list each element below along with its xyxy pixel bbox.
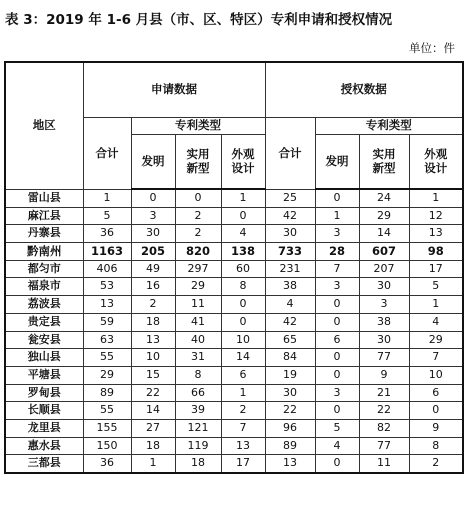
header-apply-type: 专利类型 — [131, 118, 265, 135]
value-cell: 121 — [175, 419, 221, 437]
patent-table — [4, 61, 464, 474]
value-cell: 16 — [131, 278, 175, 296]
value-cell: 11 — [175, 296, 221, 314]
value-cell: 96 — [265, 419, 315, 437]
value-cell: 14 — [221, 349, 265, 367]
value-cell: 2 — [175, 207, 221, 225]
value-cell: 1 — [131, 455, 175, 473]
value-cell: 82 — [359, 419, 409, 437]
table-row — [5, 402, 463, 420]
header-apply-invention: 发明 — [131, 135, 175, 190]
value-cell: 205 — [131, 243, 175, 261]
value-cell: 12 — [409, 207, 463, 225]
value-cell: 36 — [83, 455, 131, 473]
value-cell: 29 — [409, 331, 463, 349]
value-cell: 18 — [131, 437, 175, 455]
table-row — [5, 419, 463, 437]
value-cell: 1 — [315, 207, 359, 225]
value-cell: 53 — [83, 278, 131, 296]
table-row — [5, 207, 463, 225]
value-cell: 18 — [175, 455, 221, 473]
table-row — [5, 366, 463, 384]
value-cell: 17 — [409, 260, 463, 278]
region-cell: 黔南州 — [5, 243, 83, 261]
header-grant: 授权数据 — [265, 62, 463, 118]
region-cell: 荔波县 — [5, 296, 83, 314]
value-cell: 138 — [221, 243, 265, 261]
value-cell: 77 — [359, 437, 409, 455]
header-apply: 申请数据 — [83, 62, 265, 118]
value-cell: 1 — [409, 189, 463, 207]
region-cell: 长顺县 — [5, 402, 83, 420]
value-cell: 4 — [409, 313, 463, 331]
value-cell: 0 — [221, 296, 265, 314]
table-row — [5, 313, 463, 331]
value-cell: 98 — [409, 243, 463, 261]
value-cell: 10 — [221, 331, 265, 349]
value-cell: 49 — [131, 260, 175, 278]
value-cell: 21 — [359, 384, 409, 402]
value-cell: 8 — [409, 437, 463, 455]
value-cell: 13 — [131, 331, 175, 349]
value-cell: 2 — [175, 225, 221, 243]
value-cell: 17 — [221, 455, 265, 473]
value-cell: 38 — [359, 313, 409, 331]
value-cell: 38 — [265, 278, 315, 296]
header-grant-invention: 发明 — [315, 135, 359, 190]
value-cell: 15 — [131, 366, 175, 384]
value-cell: 30 — [359, 331, 409, 349]
value-cell: 0 — [175, 189, 221, 207]
unit-label: 单位：件 — [409, 41, 455, 55]
region-cell: 贵定县 — [5, 313, 83, 331]
value-cell: 0 — [221, 313, 265, 331]
value-cell: 60 — [221, 260, 265, 278]
table-row — [5, 296, 463, 314]
value-cell: 150 — [83, 437, 131, 455]
table-row — [5, 278, 463, 296]
value-cell: 3 — [315, 225, 359, 243]
value-cell: 7 — [221, 419, 265, 437]
value-cell: 820 — [175, 243, 221, 261]
value-cell: 66 — [175, 384, 221, 402]
value-cell: 0 — [315, 455, 359, 473]
value-cell: 39 — [175, 402, 221, 420]
value-cell: 77 — [359, 349, 409, 367]
value-cell: 25 — [265, 189, 315, 207]
value-cell: 5 — [315, 419, 359, 437]
value-cell: 0 — [409, 402, 463, 420]
value-cell: 6 — [315, 331, 359, 349]
value-cell: 0 — [315, 296, 359, 314]
value-cell: 3 — [315, 384, 359, 402]
table-row — [5, 349, 463, 367]
value-cell: 7 — [409, 349, 463, 367]
value-cell: 1 — [83, 189, 131, 207]
value-cell: 42 — [265, 313, 315, 331]
value-cell: 41 — [175, 313, 221, 331]
value-cell: 207 — [359, 260, 409, 278]
value-cell: 30 — [131, 225, 175, 243]
value-cell: 36 — [83, 225, 131, 243]
value-cell: 4 — [265, 296, 315, 314]
region-cell: 三都县 — [5, 455, 83, 473]
region-cell: 罗甸县 — [5, 384, 83, 402]
value-cell: 29 — [83, 366, 131, 384]
value-cell: 30 — [359, 278, 409, 296]
value-cell: 28 — [315, 243, 359, 261]
value-cell: 13 — [83, 296, 131, 314]
region-cell: 平塘县 — [5, 366, 83, 384]
value-cell: 0 — [315, 366, 359, 384]
value-cell: 14 — [131, 402, 175, 420]
value-cell: 27 — [131, 419, 175, 437]
value-cell: 11 — [359, 455, 409, 473]
region-cell: 雷山县 — [5, 189, 83, 207]
value-cell: 0 — [315, 189, 359, 207]
header-apply-utility: 实用 新型 — [175, 135, 221, 190]
value-cell: 55 — [83, 402, 131, 420]
value-cell: 9 — [359, 366, 409, 384]
value-cell: 6 — [221, 366, 265, 384]
value-cell: 155 — [83, 419, 131, 437]
header-grant-utility: 实用 新型 — [359, 135, 409, 190]
value-cell: 9 — [409, 419, 463, 437]
value-cell: 13 — [265, 455, 315, 473]
value-cell: 19 — [265, 366, 315, 384]
value-cell: 59 — [83, 313, 131, 331]
table-row — [5, 243, 463, 261]
table-row — [5, 189, 463, 207]
value-cell: 1163 — [83, 243, 131, 261]
header-grant-design: 外观 设计 — [409, 135, 463, 190]
value-cell: 1 — [221, 189, 265, 207]
value-cell: 7 — [315, 260, 359, 278]
value-cell: 18 — [131, 313, 175, 331]
value-cell: 4 — [315, 437, 359, 455]
value-cell: 55 — [83, 349, 131, 367]
region-cell: 麻江县 — [5, 207, 83, 225]
value-cell: 5 — [409, 278, 463, 296]
value-cell: 0 — [315, 313, 359, 331]
header-grant-total: 合计 — [265, 118, 315, 190]
value-cell: 2 — [221, 402, 265, 420]
table-row — [5, 455, 463, 473]
value-cell: 30 — [265, 384, 315, 402]
value-cell: 3 — [315, 278, 359, 296]
value-cell: 0 — [315, 402, 359, 420]
table-row — [5, 384, 463, 402]
region-cell: 独山县 — [5, 349, 83, 367]
region-cell: 丹寨县 — [5, 225, 83, 243]
table-title: 表 3：2019 年 1-6 月县（市、区、特区）专利申请和授权情况 — [5, 12, 393, 28]
value-cell: 10 — [131, 349, 175, 367]
value-cell: 29 — [359, 207, 409, 225]
value-cell: 14 — [359, 225, 409, 243]
value-cell: 0 — [221, 207, 265, 225]
table-row — [5, 225, 463, 243]
value-cell: 13 — [409, 225, 463, 243]
value-cell: 297 — [175, 260, 221, 278]
value-cell: 29 — [175, 278, 221, 296]
value-cell: 65 — [265, 331, 315, 349]
region-cell: 瓮安县 — [5, 331, 83, 349]
value-cell: 607 — [359, 243, 409, 261]
value-cell: 3 — [359, 296, 409, 314]
value-cell: 24 — [359, 189, 409, 207]
value-cell: 30 — [265, 225, 315, 243]
table-row — [5, 331, 463, 349]
value-cell: 42 — [265, 207, 315, 225]
value-cell: 10 — [409, 366, 463, 384]
value-cell: 1 — [409, 296, 463, 314]
value-cell: 40 — [175, 331, 221, 349]
value-cell: 22 — [359, 402, 409, 420]
value-cell: 4 — [221, 225, 265, 243]
header-apply-total: 合计 — [83, 118, 131, 190]
value-cell: 22 — [131, 384, 175, 402]
value-cell: 6 — [409, 384, 463, 402]
value-cell: 119 — [175, 437, 221, 455]
value-cell: 13 — [221, 437, 265, 455]
value-cell: 2 — [131, 296, 175, 314]
value-cell: 231 — [265, 260, 315, 278]
region-cell: 惠水县 — [5, 437, 83, 455]
value-cell: 84 — [265, 349, 315, 367]
value-cell: 89 — [83, 384, 131, 402]
value-cell: 63 — [83, 331, 131, 349]
value-cell: 2 — [409, 455, 463, 473]
table-row — [5, 437, 463, 455]
value-cell: 733 — [265, 243, 315, 261]
value-cell: 0 — [131, 189, 175, 207]
header-apply-design: 外观 设计 — [221, 135, 265, 190]
header-grant-type: 专利类型 — [315, 118, 463, 135]
value-cell: 5 — [83, 207, 131, 225]
value-cell: 3 — [131, 207, 175, 225]
value-cell: 8 — [175, 366, 221, 384]
region-cell: 都匀市 — [5, 260, 83, 278]
value-cell: 8 — [221, 278, 265, 296]
value-cell: 0 — [315, 349, 359, 367]
header-region: 地区 — [5, 62, 83, 189]
value-cell: 22 — [265, 402, 315, 420]
region-cell: 龙里县 — [5, 419, 83, 437]
value-cell: 406 — [83, 260, 131, 278]
value-cell: 1 — [221, 384, 265, 402]
table-row — [5, 260, 463, 278]
value-cell: 89 — [265, 437, 315, 455]
value-cell: 31 — [175, 349, 221, 367]
region-cell: 福泉市 — [5, 278, 83, 296]
